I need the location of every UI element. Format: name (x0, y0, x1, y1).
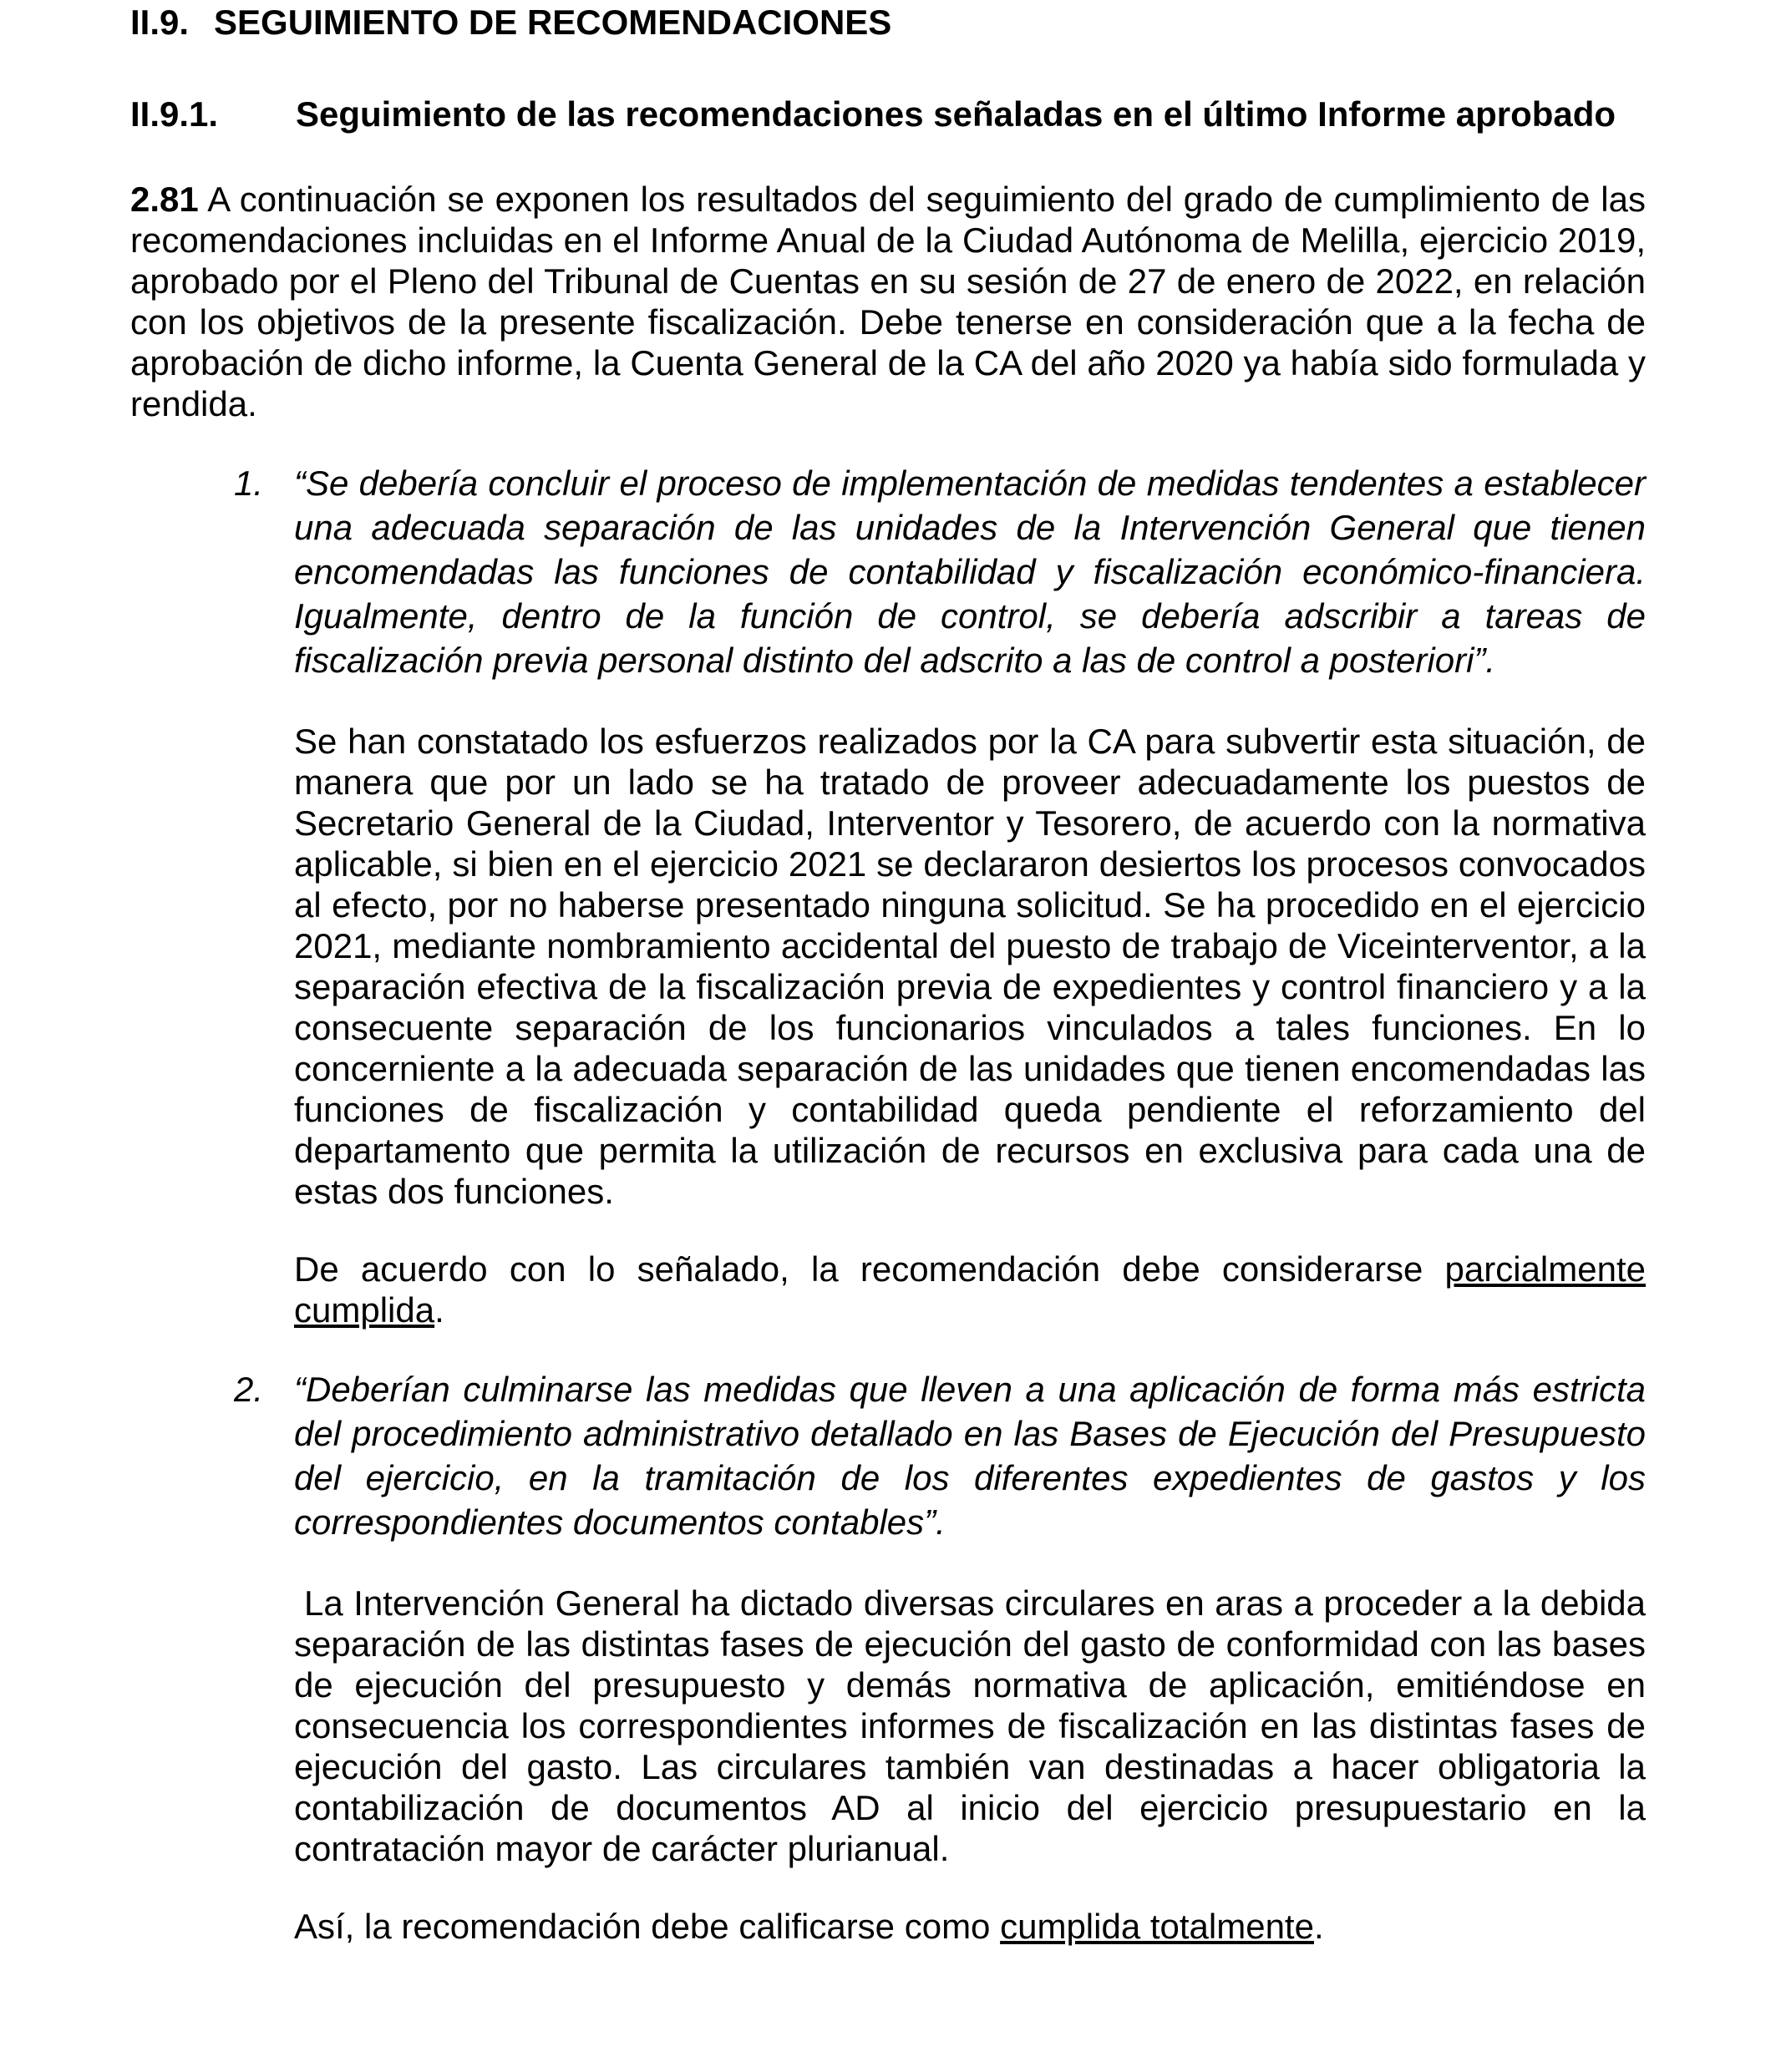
list-item-content (294, 1367, 1646, 1947)
subsection-heading-text: Seguimiento de las recomendaciones señaladas en el último Informe aprobado (296, 94, 1616, 134)
list-item-number: 1. (234, 464, 264, 503)
followup-paragraph: La Intervención General ha dictado diversas circulares en aras a proceder a la debida separación de las distintas fases de ejecución del gasto de conformidad con las bases de ejecución del presupuesto y demás normativa de aplicación, emitiéndose en consecuencia los correspondientes informes de fiscalización en las distintas fases de ejecución del gasto. Las circulares también van destinadas a hacer obligatoria la contabilización de documentos AD al inicio del ejercicio presupuestario en la contratación mayor de carácter plurianual. (294, 1583, 1646, 1868)
verdict-underlined-text: parcialmente cumplida (294, 1249, 1646, 1330)
subsection-heading-number: II.9.1. (130, 94, 219, 134)
verdict-text: De acuerdo con lo señalado, la recomendación debe considerarse (294, 1249, 1445, 1289)
verdict-text: Así, la recomendación debe calificarse como (294, 1907, 1001, 1946)
verdict-paragraph (294, 1249, 1646, 1330)
recommendation-quote: “Deberían culminarse las medidas que lleven a una aplicación de forma más estricta del procedimiento administrativo detallado en las Bases de Ejecución del Presupuesto del ejercicio, en la tramitación de los diferentes expedientes de gastos y los correspondientes documentos contables”. (294, 1370, 1646, 1542)
verdict-period: . (434, 1290, 444, 1330)
verdict-underlined-text: cumplida totalmente (1000, 1907, 1314, 1946)
verdict-paragraph (294, 1906, 1646, 1947)
followup-paragraph: Se han constatado los esfuerzos realizados por la CA para subvertir esta situación, de manera que por un lado se ha tratado de proveer adecuadamente los puestos de Secretario General de la Ciudad, Interventor y Tesorero, de acuerdo con la normativa aplicable, si bien en el ejercicio 2021 se declararon desiertos los procesos convocados al efecto, por no haberse presentado ninguna solicitud. Se ha procedido en el ejercicio 2021, mediante nombramiento accidental del puesto de trabajo de Viceinterventor, a la separación efectiva de la fiscalización previa de expedientes y control financiero y a la consecuente separación de los funcionarios vinculados a tales funciones. En lo concerniente a la adecuada separación de las unidades que tienen encomendadas las funciones de fiscalización y contabilidad queda pendiente el reforzamiento del departamento que permita la utilización de recursos en exclusiva para cada una de estas dos funciones. (294, 722, 1646, 1211)
paragraph-text: A continuación se exponen los resultados del seguimiento del grado de cumplimiento de las recomendaciones incluidas en el Informe Anual de la Ciudad Autónoma de Melilla, ejercicio 2019, aprobado por el Pleno del Tribunal de Cuentas en su sesión de 27 de enero de 2022, en relación con los objetivos de la presente fiscalización. Debe tenerse en consideración que a la fecha de aprobación de dicho informe, la Cuenta General de la CA del año 2020 ya había sido formulada y rendida. (130, 180, 1646, 423)
section-heading (130, 2, 1646, 43)
list-item-content (294, 461, 1646, 1367)
list-item-number: 2. (234, 1370, 264, 1409)
section-heading-text: SEGUIMIENTO DE RECOMENDACIONES (214, 3, 892, 42)
recommendation-quote: “Se debería concluir el proceso de implementación de medidas tendentes a establecer una adecuada separación de las unidades de la Intervención General que tienen encomendadas las funciones de contabilidad y fiscalización económico-financiera. Igualmente, dentro de la función de control, se debería adscribir a tareas de fiscalización previa personal distinto del adscrito a las de control a posteriori”. (294, 464, 1646, 680)
list-item (130, 461, 1646, 1367)
paragraph-2-81 (130, 179, 1646, 424)
section-heading-number: II.9. (130, 3, 190, 42)
recommendations-list (130, 461, 1646, 1947)
verdict-period: . (1313, 1907, 1324, 1946)
paragraph-number: 2.81 (130, 180, 199, 219)
list-item (130, 1367, 1646, 1947)
subsection-heading (130, 94, 1646, 134)
